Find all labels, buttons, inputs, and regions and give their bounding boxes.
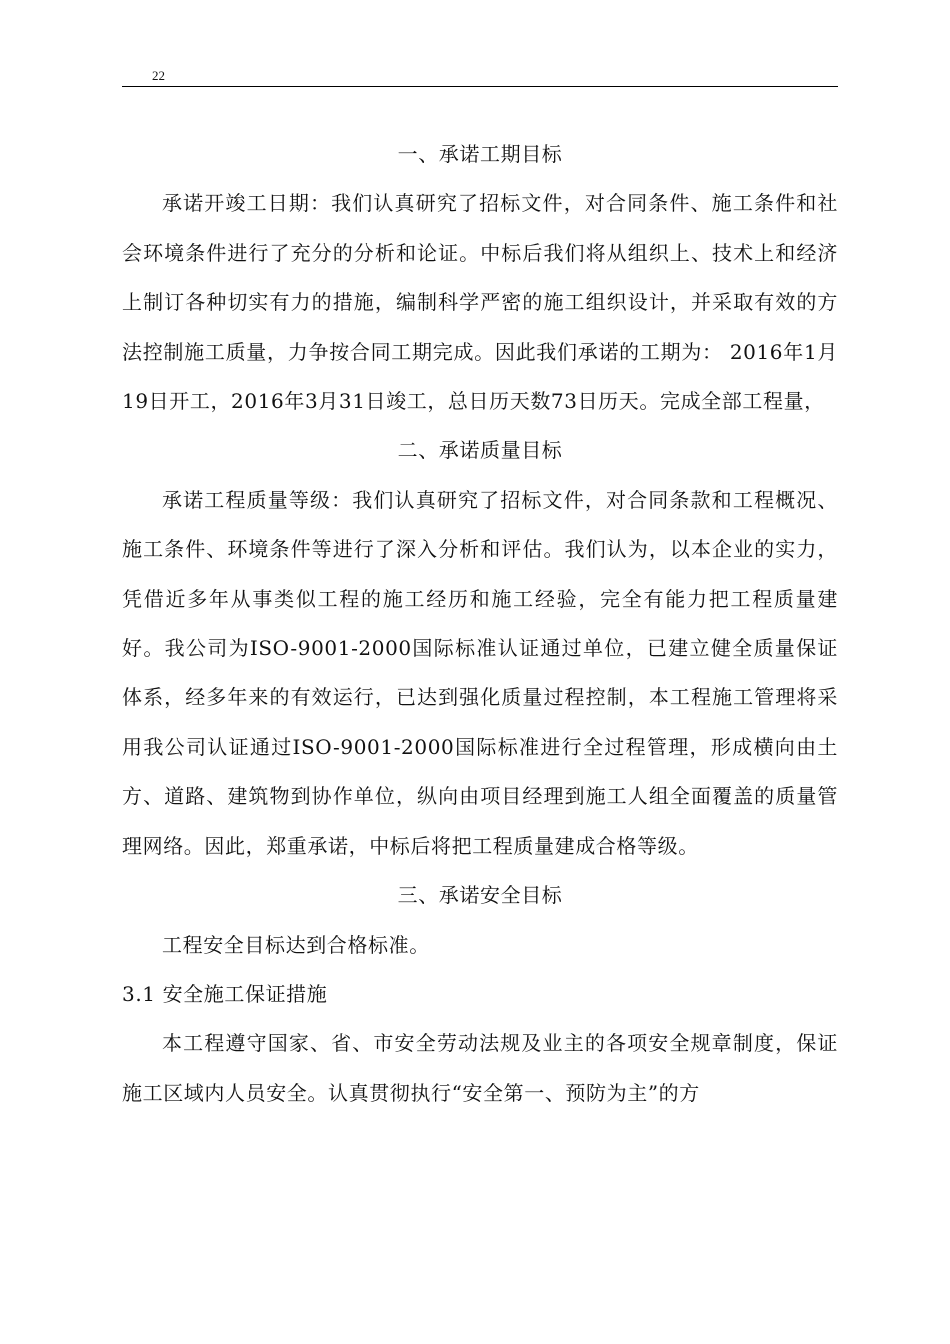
section-heading-safety: 三、承诺安全目标	[397, 883, 563, 908]
document-body	[122, 130, 838, 1118]
paragraph-safety-measures: 本工程遵守国家、省、市安全劳动法规及业主的各项安全规章制度，保证施工区域内人员安全。认真贯彻执行“安全第一、预防为主”的方	[122, 1031, 838, 1105]
paragraph-safety-target: 工程安全目标达到合格标准。	[162, 932, 430, 957]
section-heading-schedule: 一、承诺工期目标	[397, 142, 563, 166]
section-heading-quality: 二、承诺质量目标	[397, 438, 563, 463]
paragraph-schedule: 承诺开竣工日期：我们认真研究了招标文件，对合同条件、施工条件和社会环境条件进行了充分的分析和论证。中标后我们将从组织上、技术上和经济上制订各种切实有力的措施，编制科学严密的施工组织设计，并采取有效的方法控制施工质量，力争按合同工期完成。因此我们承诺的工期为： 2016年1月19日开工，2016年3月31日竣工，总日历天数73日历天。完成全部工程量，	[122, 191, 838, 414]
page-number: 22	[152, 68, 165, 83]
header-rule	[122, 86, 838, 87]
subsection-heading-safety-measures: 3.1 安全施工保证措施	[122, 981, 328, 1006]
paragraph-quality: 承诺工程质量等级：我们认真研究了招标文件，对合同条款和工程概况、施工条件、环境条件等进行了深入分析和评估。我们认为，以本企业的实力，凭借近多年从事类似工程的施工经历和施工经验，完全有能力把工程质量建好。我公司为ISO-9001-2000国际标准认证通过单位，已建立健全质量保证体系，经多年来的有效运行，已达到强化质量过程控制，本工程施工管理将采用我公司认证通过ISO-9001-2000国际标准进行全过程管理，形成横向由土方、道路、建筑物到协作单位，纵向由项目经理到施工人组全面覆盖的质量管理网络。因此，郑重承诺，中标后将把工程质量建成合格等级。	[122, 487, 838, 858]
